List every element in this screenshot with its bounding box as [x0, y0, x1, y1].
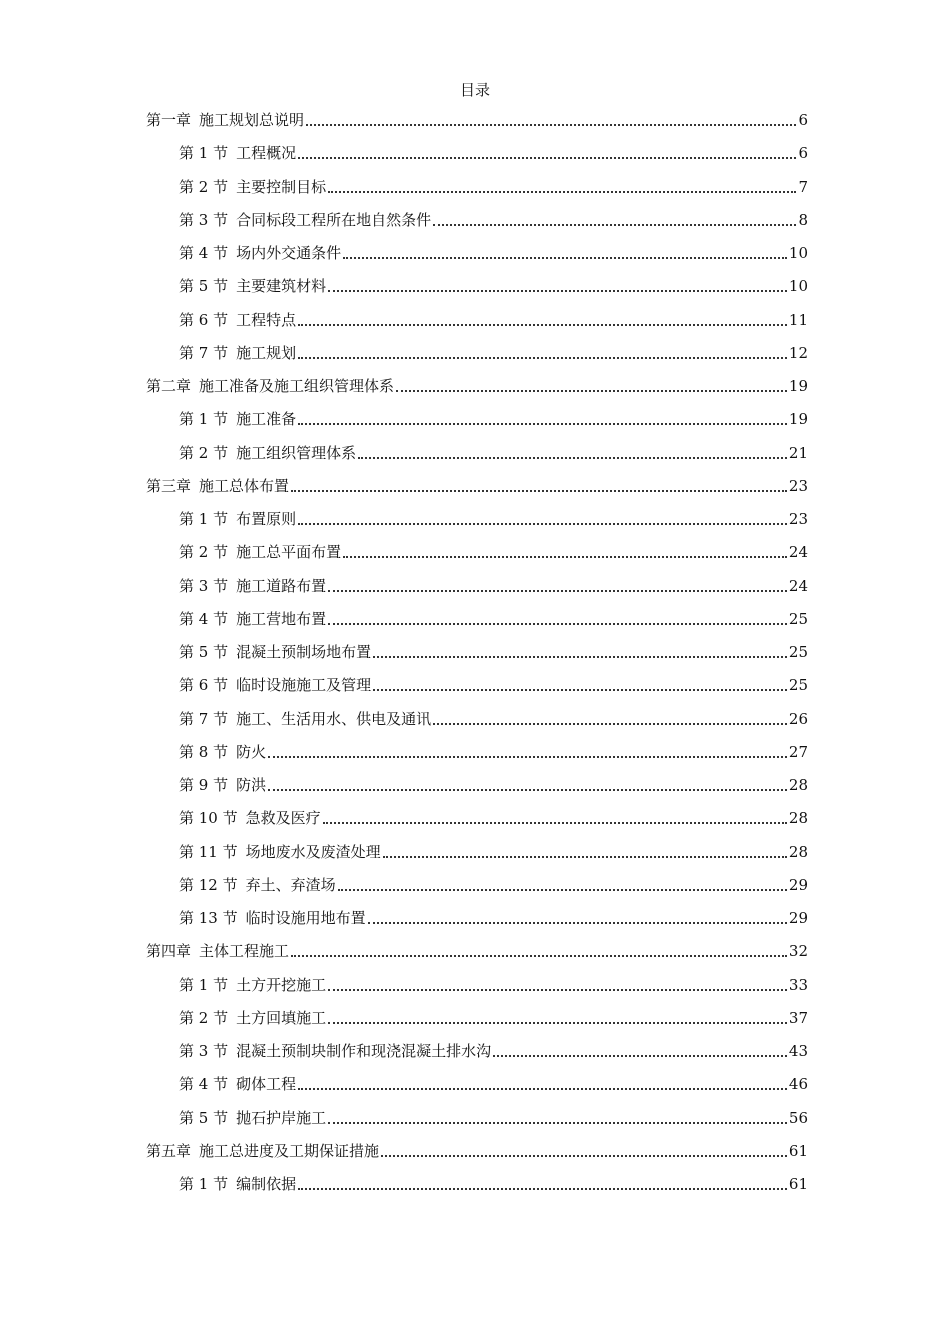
toc-dot-leader — [323, 816, 787, 824]
toc-entry-number: 第 7 节 — [179, 709, 229, 728]
toc-dot-leader — [328, 1116, 787, 1124]
toc-title: 目录 — [459, 81, 490, 99]
toc-entry-text: 工程概况 — [236, 144, 297, 163]
toc-page-number: 61 — [788, 1141, 808, 1160]
toc-page-number: 23 — [788, 510, 808, 528]
toc-dot-leader — [268, 783, 787, 791]
toc-entry-text: 场地废水及废渣处理 — [245, 842, 381, 861]
toc-dot-leader — [268, 750, 787, 758]
toc-entry-number: 第 1 节 — [179, 410, 229, 429]
toc-entry-text: 施工准备 — [236, 410, 297, 429]
toc-dot-leader — [338, 883, 787, 891]
toc-entry-text: 防火 — [236, 742, 267, 761]
toc-section-entry[interactable] — [179, 838, 808, 862]
toc-entry-label — [179, 908, 366, 928]
toc-entry-label — [146, 110, 304, 130]
toc-entry-number: 第 5 节 — [179, 277, 229, 296]
toc-dot-leader — [298, 151, 796, 159]
toc-entry-text: 施工准备及施工组织管理体系 — [199, 377, 395, 395]
toc-entry-number: 第 6 节 — [179, 676, 229, 695]
toc-entry-number: 第 13 节 — [179, 909, 238, 927]
toc-entry-label — [179, 243, 341, 263]
toc-entry-label — [179, 1041, 491, 1061]
toc-section-entry[interactable] — [179, 904, 808, 928]
toc-entry-number: 第 5 节 — [179, 1108, 229, 1127]
toc-section-entry[interactable] — [179, 339, 808, 363]
toc-page-number: 29 — [788, 909, 808, 927]
toc-section-entry[interactable] — [179, 705, 808, 729]
toc-dot-leader — [328, 617, 787, 625]
toc-entry-text: 土方开挖施工 — [236, 975, 327, 994]
toc-entry-label — [179, 143, 296, 163]
toc-entry-label — [179, 709, 431, 729]
toc-entry-number: 第 1 节 — [179, 1175, 229, 1193]
toc-entry-text: 施工规划总说明 — [199, 111, 305, 129]
toc-section-entry[interactable] — [179, 804, 808, 828]
toc-entry-number: 第 1 节 — [179, 144, 229, 163]
toc-entry-number: 第 12 节 — [179, 875, 238, 894]
toc-page-number: 7 — [798, 177, 808, 196]
toc-entry-text: 土方回填施工 — [236, 1008, 327, 1027]
toc-section-entry[interactable] — [179, 538, 808, 562]
toc-dot-leader — [328, 584, 787, 592]
toc-entry-number: 第 6 节 — [179, 310, 229, 329]
toc-section-entry[interactable] — [179, 771, 808, 795]
toc-entry-label — [146, 1141, 379, 1161]
toc-entry-number: 第 2 节 — [179, 1008, 229, 1027]
toc-entry-text: 主要控制目标 — [236, 177, 327, 196]
toc-entry-label — [146, 476, 289, 496]
toc-entry-label — [179, 409, 296, 429]
toc-dot-leader — [396, 384, 787, 392]
toc-entry-text: 临时设施用地布置 — [245, 909, 366, 927]
toc-entry-text: 施工营地布置 — [236, 609, 327, 628]
toc-dot-leader — [433, 717, 787, 725]
toc-entry-label — [179, 576, 326, 596]
toc-dot-leader — [298, 351, 787, 359]
toc-entry-number: 第 1 节 — [179, 510, 229, 528]
toc-section-entry[interactable] — [179, 1004, 808, 1028]
toc-entry-text: 抛石护岸施工 — [236, 1108, 327, 1127]
toc-chapter-entry[interactable] — [146, 106, 808, 130]
toc-dot-leader — [328, 284, 787, 292]
toc-page-number: 26 — [788, 709, 808, 728]
toc-entry-label — [179, 675, 371, 695]
toc-entry-number: 第 2 节 — [179, 543, 229, 562]
toc-entry-number: 第 8 节 — [179, 742, 229, 761]
toc-entry-number: 第 3 节 — [179, 1042, 229, 1060]
toc-entry-label — [179, 975, 326, 995]
toc-page-number: 25 — [788, 609, 808, 628]
toc-entry-label — [179, 808, 321, 828]
toc-section-entry[interactable] — [179, 738, 808, 762]
toc-chapter-entry[interactable] — [146, 937, 808, 961]
toc-entry-text: 混凝土预制场地布置 — [236, 643, 372, 661]
toc-entry-number: 第一章 — [146, 111, 192, 129]
toc-entry-number: 第 9 节 — [179, 776, 229, 794]
toc-page-number: 10 — [788, 244, 808, 262]
toc-entry-label — [179, 742, 266, 762]
toc-entry-number: 第五章 — [146, 1141, 192, 1160]
toc-entry-number: 第二章 — [146, 377, 192, 395]
toc-entry-text: 施工道路布置 — [236, 576, 327, 595]
toc-entry-text: 施工总体布置 — [199, 476, 290, 495]
toc-dot-leader — [358, 451, 787, 459]
toc-entry-text: 编制依据 — [236, 1175, 297, 1193]
toc-section-entry[interactable] — [179, 405, 808, 429]
toc-page-number: 24 — [788, 543, 808, 562]
toc-entry-text: 布置原则 — [236, 510, 297, 528]
toc-entry-label — [179, 177, 326, 197]
toc-page-number: 10 — [788, 277, 808, 296]
toc-page-number: 21 — [788, 443, 808, 462]
toc-dot-leader — [381, 1149, 787, 1157]
toc-dot-leader — [493, 1049, 787, 1057]
toc-entry-label — [179, 443, 356, 463]
toc-section-entry[interactable] — [179, 239, 808, 263]
toc-entry-label — [179, 642, 371, 662]
toc-dot-leader — [328, 185, 796, 193]
toc-entry-number: 第 2 节 — [179, 177, 229, 196]
toc-chapter-entry[interactable] — [146, 372, 808, 396]
toc-entry-number: 第 1 节 — [179, 975, 229, 994]
toc-entry-text: 施工规划 — [236, 343, 297, 362]
toc-section-entry[interactable] — [179, 1037, 808, 1061]
toc-dot-leader — [298, 318, 787, 326]
toc-page-number: 12 — [788, 343, 808, 362]
toc-page-number: 19 — [788, 377, 808, 395]
toc-entry-text: 工程特点 — [236, 310, 297, 329]
toc-page-number: 46 — [788, 1075, 808, 1094]
toc-section-entry[interactable] — [179, 139, 808, 163]
toc-entry-label — [179, 775, 266, 795]
toc-section-entry[interactable] — [179, 306, 808, 330]
toc-page-number: 6 — [798, 144, 808, 163]
toc-dot-leader — [373, 650, 787, 658]
toc-page-number: 8 — [798, 210, 808, 229]
toc-page-number: 19 — [788, 410, 808, 429]
toc-dot-leader — [328, 983, 787, 991]
toc-page-number: 37 — [788, 1008, 808, 1027]
toc-entry-text: 合同标段工程所在地自然条件 — [236, 210, 432, 229]
toc-page-number: 11 — [788, 310, 808, 329]
toc-section-entry[interactable] — [179, 971, 808, 995]
toc-entry-label — [179, 1174, 296, 1194]
toc-dot-leader — [298, 417, 787, 425]
toc-page-number: 28 — [788, 776, 808, 794]
toc-entry-label — [179, 343, 296, 363]
toc-entry-label — [179, 842, 381, 862]
toc-entry-text: 急救及医疗 — [245, 809, 321, 828]
toc-entry-label — [179, 609, 326, 629]
toc-page-number: 25 — [788, 676, 808, 695]
toc-section-entry[interactable] — [179, 1170, 808, 1194]
toc-page-number: 25 — [788, 643, 808, 661]
toc-dot-leader — [433, 218, 796, 226]
toc-section-entry[interactable] — [179, 605, 808, 629]
toc-page-number: 23 — [788, 476, 808, 495]
toc-entry-number: 第 3 节 — [179, 210, 229, 229]
toc-entry-text: 主体工程施工 — [199, 942, 290, 961]
toc-entry-number: 第四章 — [146, 942, 192, 961]
toc-section-entry[interactable] — [179, 871, 808, 895]
toc-page-number: 28 — [788, 809, 808, 828]
toc-entry-label — [179, 1008, 326, 1028]
toc-entry-number: 第 4 节 — [179, 1075, 229, 1094]
toc-entry-label — [179, 310, 296, 330]
toc-page-number: 33 — [788, 975, 808, 994]
toc-dot-leader — [373, 683, 787, 691]
toc-entry-label — [179, 276, 326, 296]
toc-entry-number: 第 10 节 — [179, 809, 238, 828]
toc-section-entry[interactable] — [179, 1070, 808, 1094]
toc-dot-leader — [291, 949, 787, 957]
toc-section-entry[interactable] — [179, 671, 808, 695]
toc-entry-label — [179, 210, 431, 230]
toc-entry-text: 施工总平面布置 — [236, 543, 342, 562]
toc-entry-label — [179, 542, 341, 562]
toc-entry-label — [146, 941, 289, 961]
toc-entry-label — [179, 875, 336, 895]
toc-entry-number: 第 3 节 — [179, 576, 229, 595]
toc-dot-leader — [298, 1182, 787, 1190]
toc-entry-text: 临时设施施工及管理 — [236, 676, 372, 695]
toc-entry-label — [179, 1108, 326, 1128]
toc-section-entry[interactable] — [179, 439, 808, 463]
toc-chapter-entry[interactable] — [146, 1137, 808, 1161]
toc-section-entry[interactable] — [179, 638, 808, 662]
toc-page-number: 56 — [788, 1108, 808, 1127]
toc-page-number: 27 — [788, 742, 808, 761]
toc-dot-leader — [298, 517, 787, 525]
toc-section-entry[interactable] — [179, 505, 808, 529]
toc-entry-text: 施工总进度及工期保证措施 — [199, 1141, 380, 1160]
toc-entry-text: 施工、生活用水、供电及通讯 — [236, 709, 432, 728]
toc-dot-leader — [298, 1082, 787, 1090]
toc-chapter-entry[interactable] — [146, 472, 808, 496]
toc-entry-number: 第 2 节 — [179, 443, 229, 462]
toc-section-entry[interactable] — [179, 572, 808, 596]
toc-dot-leader — [306, 118, 796, 126]
toc-page-number: 29 — [788, 875, 808, 894]
toc-section-entry[interactable] — [179, 173, 808, 197]
toc-dot-leader — [291, 484, 787, 492]
toc-page-number: 43 — [788, 1042, 808, 1060]
toc-page-number: 32 — [788, 942, 808, 961]
toc-entry-text: 施工组织管理体系 — [236, 443, 357, 462]
toc-entry-number: 第 11 节 — [179, 842, 238, 861]
toc-page-number: 61 — [788, 1175, 808, 1193]
toc-entry-label — [179, 509, 296, 529]
toc-entry-text: 混凝土预制块制作和现浇混凝土排水沟 — [236, 1042, 492, 1060]
toc-dot-leader — [343, 550, 787, 558]
toc-entry-number: 第 4 节 — [179, 609, 229, 628]
toc-entry-number: 第 4 节 — [179, 244, 229, 262]
toc-dot-leader — [343, 251, 787, 259]
toc-entry-number: 第三章 — [146, 476, 192, 495]
toc-entry-text: 主要建筑材料 — [236, 277, 327, 296]
toc-dot-leader — [328, 1016, 787, 1024]
toc-entry-text: 防洪 — [236, 776, 267, 794]
toc-entry-label — [146, 376, 394, 396]
toc-dot-leader — [383, 850, 787, 858]
toc-page-number: 28 — [788, 842, 808, 861]
toc-entry-text: 场内外交通条件 — [236, 244, 342, 262]
toc-page-number: 24 — [788, 576, 808, 595]
toc-entry-text: 砌体工程 — [236, 1075, 297, 1094]
toc-section-entry[interactable] — [179, 1104, 808, 1128]
toc-entry-text: 弃土、弃渣场 — [245, 875, 336, 894]
toc-entry-number: 第 7 节 — [179, 343, 229, 362]
toc-entry-number: 第 5 节 — [179, 643, 229, 661]
toc-section-entry[interactable] — [179, 206, 808, 230]
toc-section-entry[interactable] — [179, 272, 808, 296]
toc-entry-label — [179, 1074, 296, 1094]
toc-page-number: 6 — [798, 111, 808, 129]
toc-dot-leader — [368, 916, 787, 924]
